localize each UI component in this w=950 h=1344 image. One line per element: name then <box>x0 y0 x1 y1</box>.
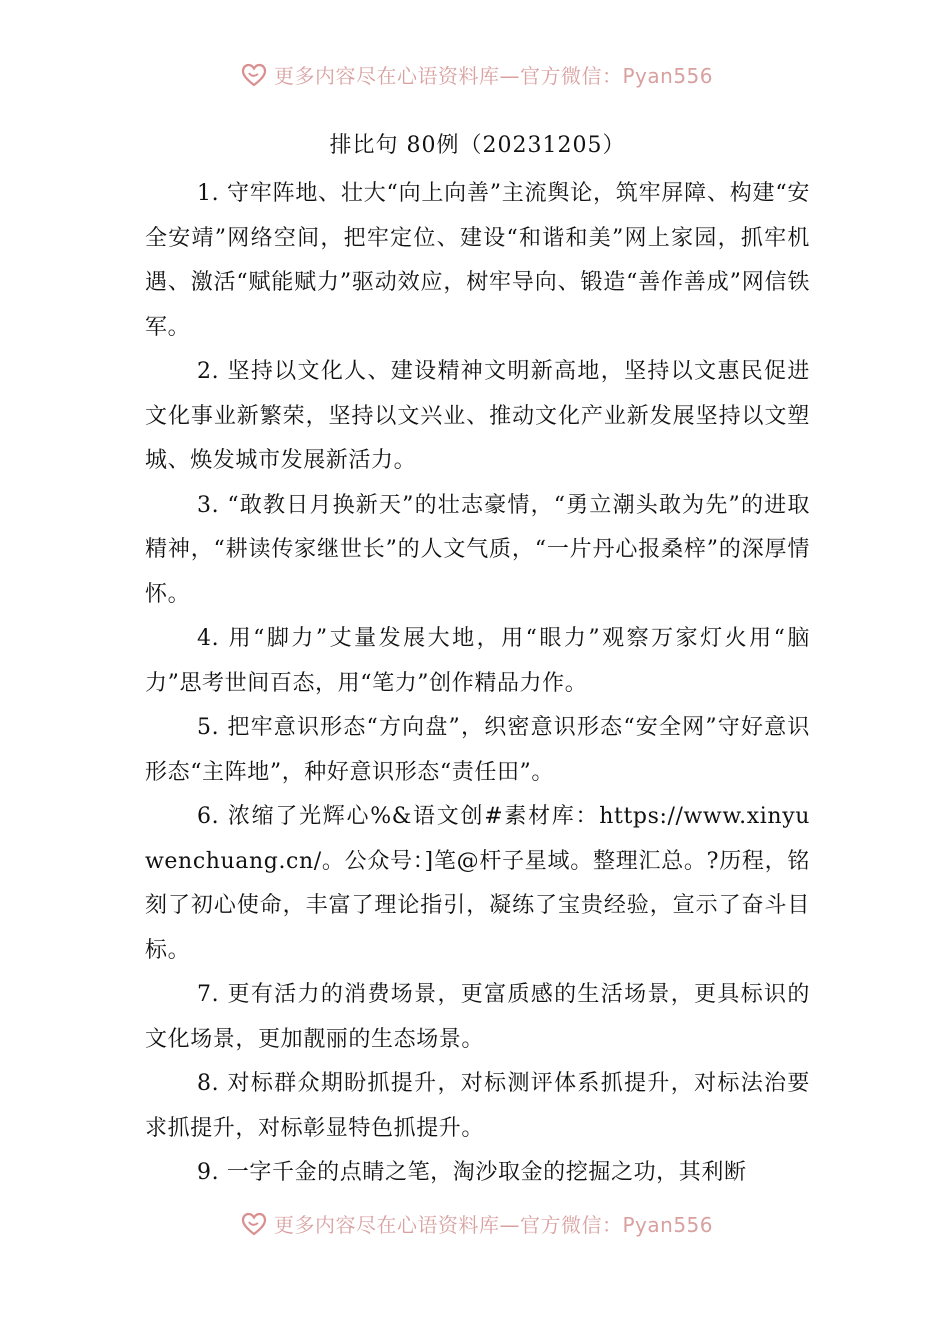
watermark-footer <box>0 1203 950 1243</box>
document-body <box>145 126 810 1196</box>
paragraph-9: 9. 一字千金的点睛之笔，淘沙取金的挖掘之功，其利断 <box>197 1160 747 1185</box>
watermark-text: 更多内容尽在心语资料库—官方微信：Pyan556 <box>274 64 714 88</box>
paragraph-2: 2. 坚持以文化人、建设精神文明新高地，坚持以文惠民促进文化事业新繁荣，坚持以文兴业、推动文化产业新发展坚持以文塑城、焕发城市发展新活力。 <box>145 359 810 473</box>
paragraph-4: 4. 用“脚力”丈量发展大地，用“眼力”观察万家灯火用“脑力”思考世间百态，用“笔力”创作精品力作。 <box>145 626 810 696</box>
heart-logo-icon <box>240 61 268 89</box>
watermark-header <box>0 54 950 94</box>
document-title: 排比句 80例（20231205） <box>329 133 626 158</box>
paragraph-5: 5. 把牢意识形态“方向盘”，织密意识形态“安全网”守好意识形态“主阵地”，种好意识形态“责任田”。 <box>145 715 810 785</box>
watermark-text: 更多内容尽在心语资料库—官方微信：Pyan556 <box>274 1213 714 1237</box>
paragraph-8: 8. 对标群众期盼抓提升，对标测评体系抓提升，对标法治要求抓提升，对标彰显特色抓提升。 <box>145 1071 810 1141</box>
paragraph-7: 7. 更有活力的消费场景，更富质感的生活场景，更具标识的文化场景，更加靓丽的生态场景。 <box>145 982 810 1052</box>
heart-logo-icon <box>240 1210 268 1238</box>
paragraph-3: 3. “敢教日月换新天”的壮志豪情，“勇立潮头敢为先”的进取精神，“耕读传家继世长”的人文气质，“一片丹心报桑梓”的深厚情怀。 <box>145 492 810 607</box>
paragraph-1: 1. 守牢阵地、壮大“向上向善”主流舆论，筑牢屏障、构建“安全安靖”网络空间，把牢定位、建设“和谐和美”网上家园，抓牢机遇、激活“赋能赋力”驱动效应，树牢导向、锻造“善作善成”网信铁军。 <box>145 181 810 340</box>
paragraph-6: 6. 浓缩了光辉心%&语文创#素材库：https://www.xinyuwenchuang.cn/。公众号：]笔@杆子星域。整理汇总。?历程，铭刻了初心使命，丰富了理论指引，凝练了宝贵经验，宣示了奋斗目标。 <box>145 804 810 963</box>
